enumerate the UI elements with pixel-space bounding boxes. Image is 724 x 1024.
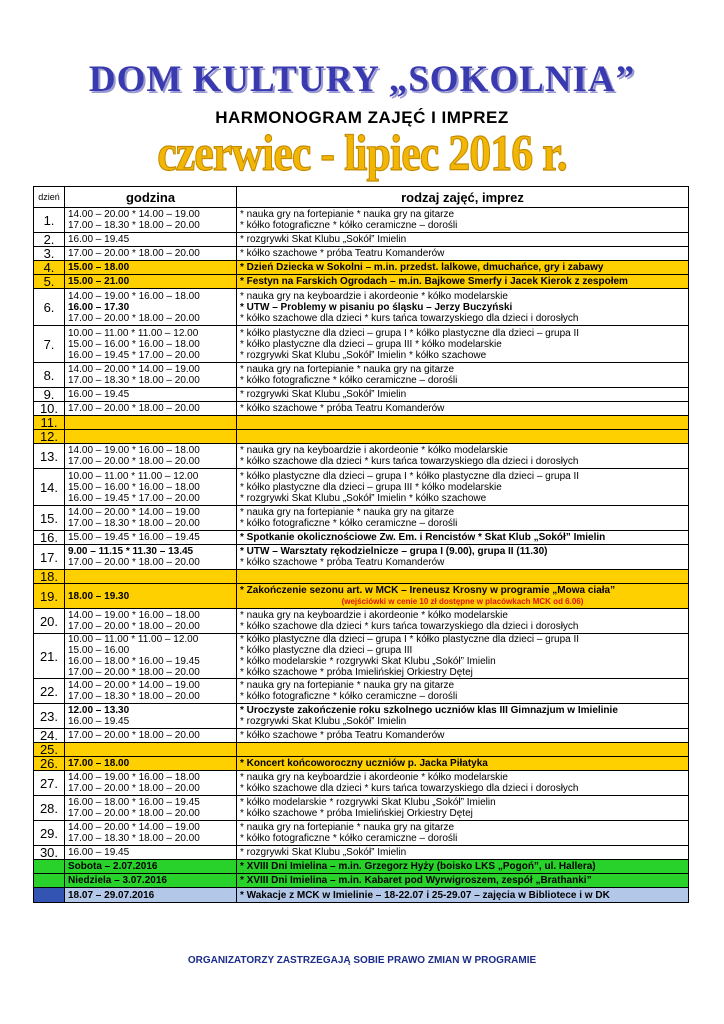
time-line: 14.00 – 20.00 * 14.00 – 19.00 [68,364,200,375]
time-cell [65,275,237,289]
activity-cell [237,247,689,261]
activity-cell [237,609,689,634]
time-line: 16.00 – 17.30 [68,301,130,313]
day-cell: 9. [34,388,65,402]
table-row [34,704,689,729]
time-line: 15.00 – 16.00 [68,645,130,656]
day-cell [34,888,65,903]
day-cell: 23. [34,704,65,729]
table-row [34,402,689,416]
day-cell: 22. [34,679,65,704]
activity-line: * XVIII Dni Imielina – m.in. Grzegorz Hyży (boisko LKS „Pogoń”, ul. Hallera) [240,861,596,872]
time-line: 15.00 – 16.00 * 16.00 – 18.00 [68,481,200,493]
time-line: 15.00 – 18.00 [68,262,130,273]
activity-line: * UTW – Problemy w pisaniu po śląsku – Jerzy Buczyński [240,301,513,313]
page-subtitle: HARMONOGRAM ZAJĘĆ I IMPREZ [215,108,509,127]
header-day: dzień [34,187,65,208]
activity-line: * nauka gry na fortepianie * nauka gry na gitarze [240,507,455,518]
time-line: 17.00 – 20.00 * 18.00 – 20.00 [68,403,200,414]
activity-cell [237,469,689,506]
table-row [34,888,689,903]
time-line: 16.00 – 18.00 * 16.00 – 19.45 [68,797,200,808]
activity-cell [237,326,689,363]
activity-line: * nauka gry na fortepianie * nauka gry na gitarze [240,680,455,691]
table-row [34,388,689,402]
activity-cell [237,261,689,275]
activity-line: * rozgrywki Skat Klubu „Sokół” Imielin * kółko szachowe [240,349,487,361]
day-cell: 8. [34,363,65,388]
time-line: 14.00 – 20.00 * 14.00 – 19.00 [68,209,200,220]
day-cell: 4. [34,261,65,275]
activity-cell [237,275,689,289]
table-row [34,416,689,430]
time-line: 17.00 – 20.00 * 18.00 – 20.00 [68,783,200,794]
table-row [34,584,689,609]
table-row [34,609,689,634]
time-line: 18.00 – 19.30 [68,590,130,602]
activity-cell [237,363,689,388]
activity-line: * kółko szachowe dla dzieci * kurs tańca towarzyskiego dla dzieci i dorosłych [240,621,579,632]
activity-line: * kółko szachowe * próba Teatru Komanderów [240,248,445,259]
activity-cell [237,584,689,609]
table-row [34,821,689,846]
time-cell [65,570,237,584]
activity-line: * kółko szachowe * próba Teatru Komanderów [240,730,445,741]
activity-cell [237,888,689,903]
time-cell [65,771,237,796]
table-row [34,326,689,363]
time-line: 17.00 – 20.00 * 18.00 – 20.00 [68,557,200,568]
table-row [34,679,689,704]
activity-line: * kółko modelarskie * rozgrywki Skat Klubu „Sokół” Imielin [240,797,496,808]
activity-line: * kółko szachowe dla dzieci * kurs tańca towarzyskiego dla dzieci i dorosłych [240,456,579,467]
table-row [34,233,689,247]
activity-line: * nauka gry na keyboardzie i akordeonie * kółko modelarskie [240,445,508,456]
activity-cell [237,771,689,796]
day-cell: 21. [34,634,65,679]
time-line: Sobota – 2.07.2016 [68,861,158,872]
table-row [34,860,689,874]
table-row [34,846,689,860]
activity-cell [237,430,689,444]
time-line: 16.00 – 19.45 [68,716,130,727]
time-cell [65,874,237,888]
day-cell: 5. [34,275,65,289]
time-cell [65,261,237,275]
activity-line: * rozgrywki Skat Klubu „Sokół” Imielin * kółko szachowe [240,492,487,504]
day-cell: 3. [34,247,65,261]
time-line: 16.00 – 18.00 * 16.00 – 19.45 [68,656,200,667]
activity-cell [237,402,689,416]
time-line: 17.00 – 18.30 * 18.00 – 20.00 [68,375,200,386]
day-cell: 28. [34,796,65,821]
day-cell: 25. [34,743,65,757]
time-cell [65,289,237,326]
activity-cell [237,679,689,704]
time-cell [65,247,237,261]
activity-cell [237,531,689,545]
activity-line: (wejściówki w cenie 10 zł dostępne w placówkach MCK od 6.06) [341,597,584,606]
time-cell [65,704,237,729]
activity-cell [237,757,689,771]
activity-cell [237,208,689,233]
time-cell [65,416,237,430]
table-row [34,208,689,233]
time-line: 10.00 – 11.00 * 11.00 – 12.00 [68,634,199,645]
activity-cell [237,704,689,729]
table-row [34,545,689,570]
time-line: 17.00 – 20.00 * 18.00 – 20.00 [68,808,200,819]
time-line: 12.00 – 13.30 [68,705,130,716]
period-heading: czerwiec - lipiec 2016 r. [157,125,567,182]
activity-line: * kółko fotograficzne * kółko ceramiczne – dorośli [240,691,458,702]
table-row [34,261,689,275]
day-cell: 10. [34,402,65,416]
time-cell [65,634,237,679]
activity-line: * UTW – Warsztaty rękodzielnicze – grupa I (9.00), grupa II (11.30) [240,546,548,557]
time-line: 9.00 – 11.15 * 11.30 – 13.45 [68,546,194,557]
time-line: 16.00 – 19.45 [68,389,130,400]
day-cell: 6. [34,289,65,326]
table-row [34,430,689,444]
time-line: 17.00 – 20.00 * 18.00 – 20.00 [68,312,200,324]
activity-line: * kółko plastyczne dla dzieci – grupa III * kółko modelarskie [240,481,502,493]
time-line: 18.07 – 29.07.2016 [68,889,155,901]
time-line: 17.00 – 20.00 * 18.00 – 20.00 [68,621,200,632]
activity-line: * kółko szachowe * próba Imielińskiej Orkiestry Dętej [240,667,473,678]
day-cell: 14. [34,469,65,506]
time-cell [65,679,237,704]
activity-cell [237,233,689,247]
table-row [34,247,689,261]
activity-line: * nauka gry na fortepianie * nauka gry na gitarze [240,364,455,375]
day-cell: 20. [34,609,65,634]
header-time: godzina [65,187,237,208]
activity-line: * kółko plastyczne dla dzieci – grupa I * kółko plastyczne dla dzieci – grupa II [240,634,580,645]
activity-cell [237,743,689,757]
day-cell: 18. [34,570,65,584]
activity-line: * kółko szachowe dla dzieci * kurs tańca towarzyskiego dla dzieci i dorosłych [240,783,579,794]
activity-line: * rozgrywki Skat Klubu „Sokół” Imielin [240,716,407,727]
activity-cell [237,506,689,531]
activity-cell [237,634,689,679]
table-header-row [34,187,689,208]
activity-line: * nauka gry na keyboardzie i akordeonie * kółko modelarskie [240,290,508,302]
activity-line: * rozgrywki Skat Klubu „Sokół” Imielin [240,847,407,858]
time-cell [65,233,237,247]
activity-line: * kółko plastyczne dla dzieci – grupa I * kółko plastyczne dla dzieci – grupa II [240,470,580,482]
time-line: 17.00 – 18.30 * 18.00 – 20.00 [68,691,200,702]
time-line: 14.00 – 20.00 * 14.00 – 19.00 [68,507,200,518]
table-row [34,289,689,326]
time-cell [65,326,237,363]
table-row [34,729,689,743]
activity-cell [237,860,689,874]
time-line: 15.00 – 16.00 * 16.00 – 18.00 [68,338,200,350]
activity-line: * kółko plastyczne dla dzieci – grupa I * kółko plastyczne dla dzieci – grupa II [240,327,580,339]
time-line: 16.00 – 19.45 * 17.00 – 20.00 [68,492,200,504]
footer-note: ORGANIZATORZY ZASTRZEGAJĄ SOBIE PRAWO ZMIAN W PROGRAMIE [187,955,537,966]
activity-line: * nauka gry na keyboardzie i akordeonie * kółko modelarskie [240,772,508,783]
day-cell: 27. [34,771,65,796]
activity-line: * rozgrywki Skat Klubu „Sokół” Imielin [240,389,407,400]
table-row [34,531,689,545]
time-line: 10.00 – 11.00 * 11.00 – 12.00 [68,327,199,339]
day-cell: 15. [34,506,65,531]
day-cell: 17. [34,545,65,570]
activity-line: * kółko plastyczne dla dzieci – grupa III * kółko modelarskie [240,338,502,350]
activity-line: * kółko szachowe * próba Teatru Komanderów [240,557,445,568]
table-row [34,469,689,506]
day-cell: 30. [34,846,65,860]
time-line: 14.00 – 19.00 * 16.00 – 18.00 [68,445,200,456]
activity-line: * Spotkanie okolicznościowe Zw. Em. i Rencistów * Skat Klub „Sokół” Imielin [240,532,606,543]
time-line: 14.00 – 19.00 * 16.00 – 18.00 [68,610,200,621]
day-cell: 13. [34,444,65,469]
day-cell: 16. [34,531,65,545]
time-line: 16.00 – 19.45 [68,847,130,858]
activity-cell [237,821,689,846]
activity-cell [237,416,689,430]
time-line: 10.00 – 11.00 * 11.00 – 12.00 [68,470,199,482]
schedule-table [33,186,689,903]
activity-line: * nauka gry na keyboardzie i akordeonie * kółko modelarskie [240,610,508,621]
activity-line: * nauka gry na fortepianie * nauka gry na gitarze [240,822,455,833]
day-cell: 12. [34,430,65,444]
time-line: 17.00 – 20.00 * 18.00 – 20.00 [68,248,200,259]
day-cell: 7. [34,326,65,363]
day-cell [34,874,65,888]
table-row [34,771,689,796]
activity-cell [237,846,689,860]
time-line: 16.00 – 19.45 [68,234,130,245]
activity-cell [237,545,689,570]
time-line: 17.00 – 18.30 * 18.00 – 20.00 [68,220,200,231]
table-row [34,506,689,531]
activity-line: * kółko szachowe * próba Teatru Komanderów [240,403,445,414]
time-line: 14.00 – 19.00 * 16.00 – 18.00 [68,290,200,302]
day-cell: 24. [34,729,65,743]
time-line: 14.00 – 19.00 * 16.00 – 18.00 [68,772,200,783]
day-cell: 1. [34,208,65,233]
activity-cell [237,444,689,469]
time-cell [65,860,237,874]
table-row [34,757,689,771]
time-cell [65,363,237,388]
activity-line: * nauka gry na fortepianie * nauka gry na gitarze [240,209,455,220]
time-cell [65,469,237,506]
time-cell [65,743,237,757]
activity-line: * kółko plastyczne dla dzieci – grupa III [240,645,413,656]
activity-cell [237,388,689,402]
activity-line: * rozgrywki Skat Klubu „Sokół” Imielin [240,234,407,245]
table-row [34,796,689,821]
activity-cell [237,570,689,584]
activity-line: * XVIII Dni Imielina – m.in. Kabaret pod Wyrwigroszem, zespół „Brathanki” [240,875,592,886]
time-cell [65,757,237,771]
table-row [34,874,689,888]
activity-line: * kółko fotograficzne * kółko ceramiczne – dorośli [240,833,458,844]
time-cell [65,796,237,821]
day-cell: 19. [34,584,65,609]
activity-line: * Dzień Dziecka w Sokolni – m.in. przedst. lalkowe, dmuchańce, gry i zabawy [240,262,604,273]
day-cell: 2. [34,233,65,247]
day-cell: 11. [34,416,65,430]
activity-line: * kółko fotograficzne * kółko ceramiczne – dorośli [240,220,458,231]
time-cell [65,729,237,743]
time-line: Niedziela – 3.07.2016 [68,875,167,886]
activity-line: * Wakacje z MCK w Imielinie – 18-22.07 i 25-29.07 – zajęcia w Bibliotece i w DK [240,889,610,901]
time-line: 17.00 – 20.00 * 18.00 – 20.00 [68,667,200,678]
time-line: 17.00 – 20.00 * 18.00 – 20.00 [68,456,200,467]
time-cell [65,531,237,545]
activity-cell [237,729,689,743]
time-cell [65,388,237,402]
time-line: 14.00 – 20.00 * 14.00 – 19.00 [68,680,200,691]
time-cell [65,208,237,233]
activity-line: * kółko fotograficzne * kółko ceramiczne – dorośli [240,518,458,529]
table-row [34,275,689,289]
time-line: 15.00 – 19.45 * 16.00 – 19.45 [68,532,200,543]
activity-line: * kółko modelarskie * rozgrywki Skat Klubu „Sokół” Imielin [240,656,496,667]
page-title: DOM KULTURY „SOKOLNIA” [88,59,636,100]
time-cell [65,545,237,570]
time-cell [65,430,237,444]
time-line: 17.00 – 20.00 * 18.00 – 20.00 [68,730,200,741]
time-line: 17.00 – 18.30 * 18.00 – 20.00 [68,518,200,529]
time-line: 14.00 – 20.00 * 14.00 – 19.00 [68,822,200,833]
time-cell [65,888,237,903]
activity-cell [237,796,689,821]
activity-line: * kółko szachowe dla dzieci * kurs tańca towarzyskiego dla dzieci i dorosłych [240,312,579,324]
activity-line: * Festyn na Farskich Ogrodach – m.in. Bajkowe Smerfy i Jacek Kierok z zespołem [240,276,628,287]
table-row [34,570,689,584]
table-row [34,363,689,388]
activity-cell [237,289,689,326]
table-row [34,634,689,679]
time-cell [65,506,237,531]
day-cell: 29. [34,821,65,846]
time-cell [65,609,237,634]
day-cell: 26. [34,757,65,771]
activity-line: * Koncert końcoworoczny uczniów p. Jacka Piłatyka [240,758,488,769]
time-line: 17.00 – 18.30 * 18.00 – 20.00 [68,833,200,844]
table-row [34,444,689,469]
activity-line: * kółko fotograficzne * kółko ceramiczne – dorośli [240,375,458,386]
time-cell [65,846,237,860]
time-cell [65,444,237,469]
activity-line: * Zakończenie sezonu art. w MCK – Ireneusz Krosny w programie „Mowa ciała” [240,585,616,596]
time-cell [65,821,237,846]
header-activity: rodzaj zajęć, imprez [237,187,689,208]
activity-line: * kółko szachowe * próba Imielińskiej Orkiestry Dętej [240,808,473,819]
table-row [34,743,689,757]
activity-line: * Uroczyste zakończenie roku szkolnego uczniów klas III Gimnazjum w Imielinie [240,705,618,716]
time-line: 17.00 – 18.00 [68,758,130,769]
time-line: 15.00 – 21.00 [68,276,130,287]
day-cell [34,860,65,874]
activity-cell [237,874,689,888]
time-line: 16.00 – 19.45 * 17.00 – 20.00 [68,349,200,361]
time-cell [65,584,237,609]
time-cell [65,402,237,416]
